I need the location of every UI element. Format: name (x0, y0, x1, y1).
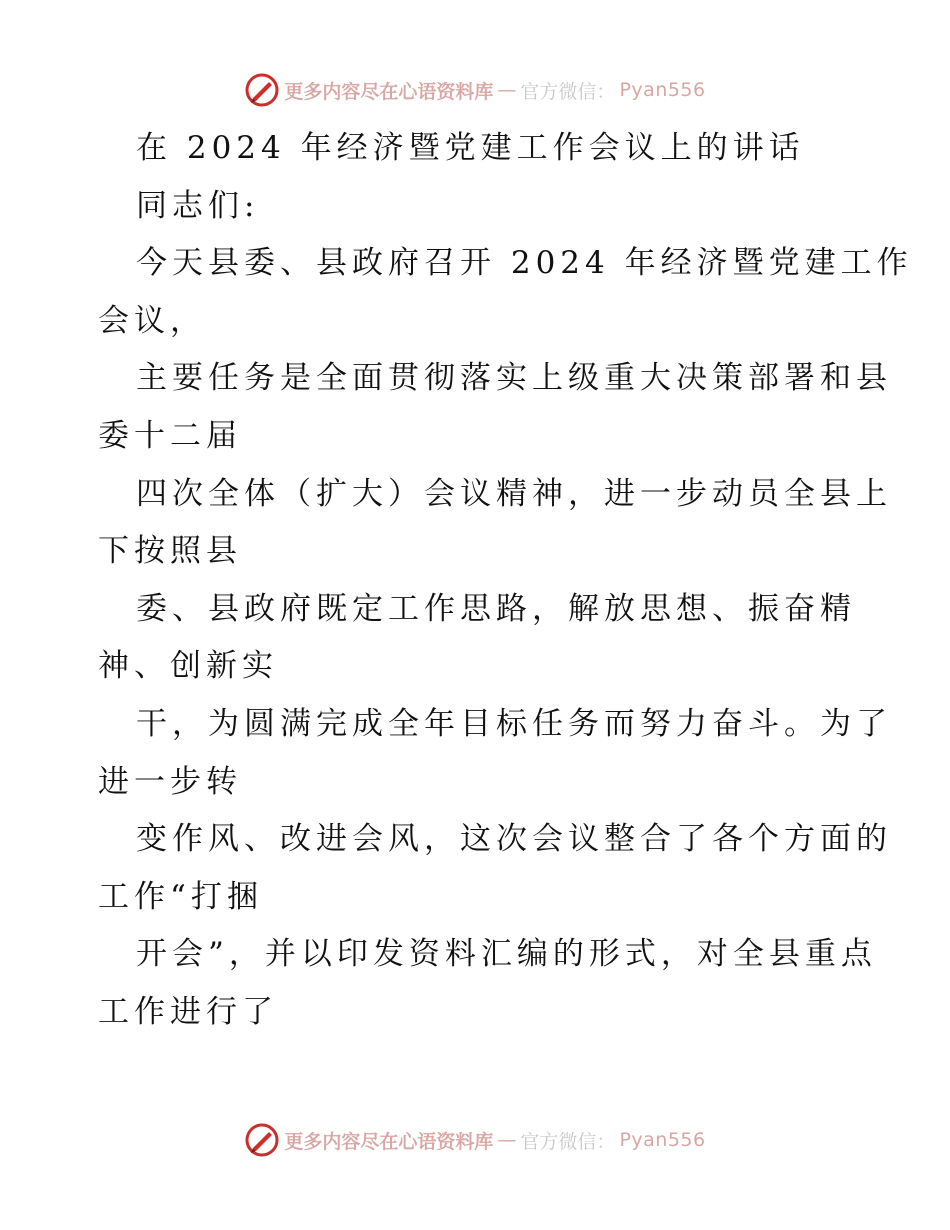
watermark-label: 官方微信： (520, 80, 616, 103)
header-watermark (0, 70, 950, 110)
body-line: 神、创新实 (98, 648, 278, 685)
watermark-separator: — (497, 79, 517, 101)
watermark-brand: 更多内容尽在心语资料库 (284, 80, 494, 103)
body-line: 今天县委、县政府召开 2024 年经济暨党建工作 (136, 245, 913, 282)
body-line: 工作进行了 (98, 993, 278, 1030)
body-line: 工作“打捆 (98, 878, 263, 915)
pen-circle-logo-icon (244, 1122, 280, 1158)
body-line: 干，为圆满完成全年目标任务而努力奋斗。为了 (136, 705, 892, 742)
body-line: 四次全体（扩大）会议精神，进一步动员全县上 (136, 475, 892, 512)
body-line: 会议， (98, 302, 206, 339)
watermark-separator: — (497, 1129, 517, 1151)
body-line: 主要任务是全面贯彻落实上级重大决策部署和县 (136, 360, 892, 397)
body-line: 下按照县 (98, 533, 242, 570)
body-line: 变作风、改进会风，这次会议整合了各个方面的 (136, 821, 892, 858)
body-line: 委十二届 (98, 417, 242, 454)
watermark-label: 官方微信： (520, 1130, 616, 1153)
body-line: 开会”，并以印发资料汇编的形式，对全县重点 (136, 936, 877, 973)
body-line: 进一步转 (98, 763, 242, 800)
watermark-id: Pyan556 (619, 1129, 706, 1151)
document-body (98, 120, 913, 1042)
watermark-id: Pyan556 (619, 79, 706, 101)
pen-circle-logo-icon (244, 72, 280, 108)
watermark-brand: 更多内容尽在心语资料库 (284, 1130, 494, 1153)
salutation: 同志们: (136, 187, 260, 224)
footer-watermark (0, 1120, 950, 1160)
body-line: 委、县政府既定工作思路，解放思想、振奋精 (136, 590, 856, 627)
document-title: 在 2024 年经济暨党建工作会议上的讲话 (136, 130, 805, 166)
